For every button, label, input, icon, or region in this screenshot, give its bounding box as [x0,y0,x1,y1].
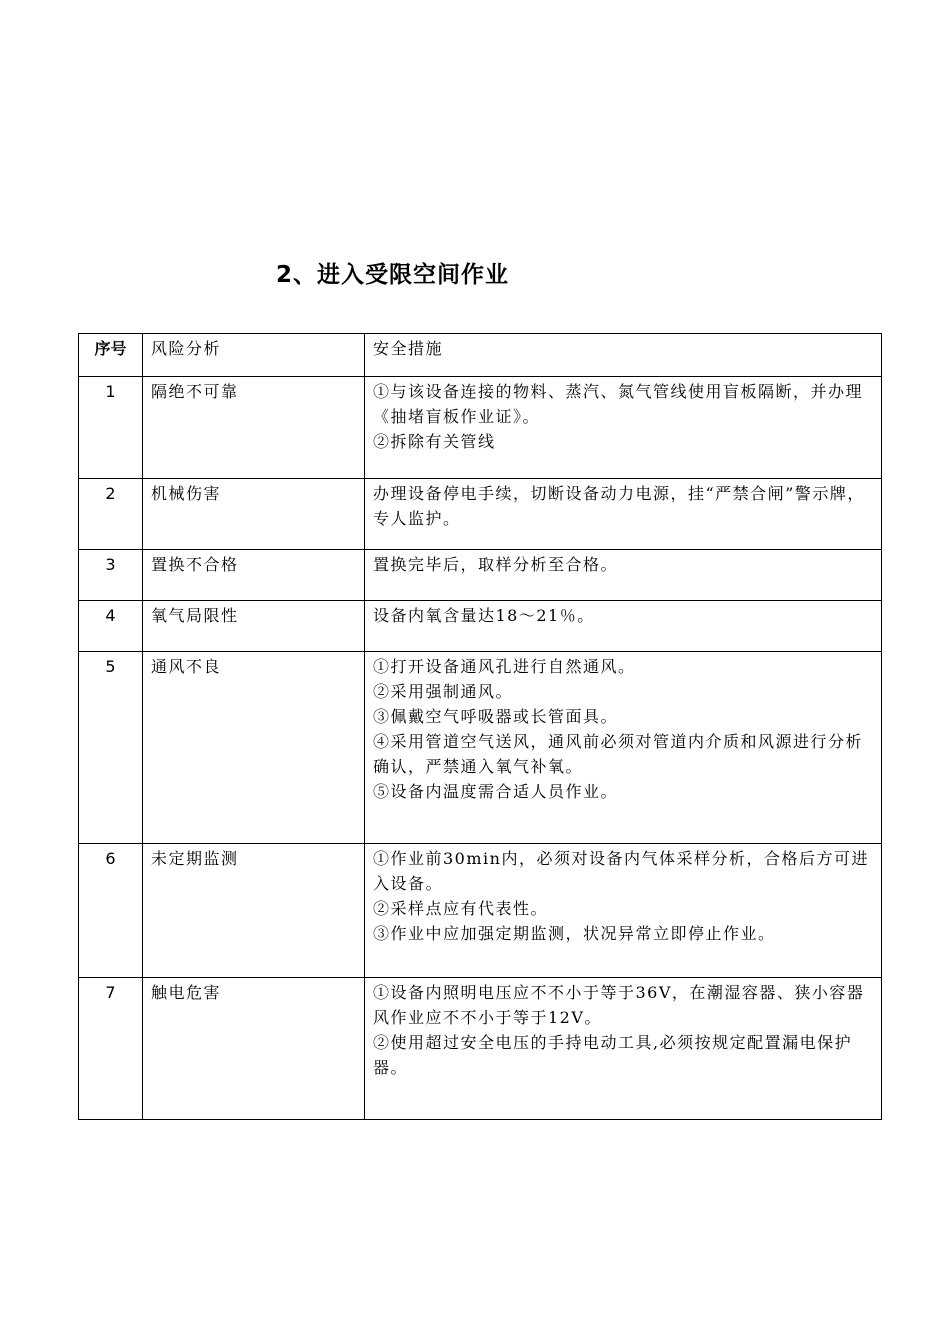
risk-table [78,333,882,1120]
table-header-row [79,334,882,377]
row-measures [365,652,882,844]
row-risk: 隔绝不可靠 [143,377,365,479]
measure-line: ④采用管道空气送风，通风前必须对管道内介质和风源进行分析确认，严禁通入氧气补氧。 [373,732,864,776]
measure-line: 设备内氧含量达18～21％。 [373,606,595,625]
row-risk: 氧气局限性 [143,601,365,652]
measure-line: ①打开设备通风孔进行自然通风。 [373,657,636,676]
row-measures [365,377,882,479]
row-risk: 置换不合格 [143,550,365,601]
measure-line: ⑤设备内温度需合适人员作业。 [373,782,619,801]
measure-line: 置换完毕后，取样分析至合格。 [373,555,619,574]
measure-line: ②采样点应有代表性。 [373,899,549,918]
row-num: 1 [79,377,143,479]
table-row [79,377,882,479]
measure-line: ①设备内照明电压应不不小于等于36V，在潮湿容器、狭小容器风作业应不不小于等于12V。 [373,983,865,1027]
row-risk: 机械伤害 [143,479,365,550]
measure-line: ②使用超过安全电压的手持电动工具,必须按规定配置漏电保护器。 [373,1033,853,1077]
measure-line: 办理设备停电手续，切断设备动力电源，挂“严禁合闸”警示牌，专人监护。 [373,484,865,528]
measure-line: ②拆除有关管线 [373,432,496,451]
header-num: 序号 [79,334,143,377]
row-risk: 触电危害 [143,978,365,1120]
row-num: 7 [79,978,143,1120]
measure-line: ②采用强制通风。 [373,682,514,701]
row-risk: 通风不良 [143,652,365,844]
table-row [79,601,882,652]
measure-line: ①作业前30min内，必须对设备内气体采样分析，合格后方可进入设备。 [373,849,869,893]
measure-line: ③作业中应加强定期监测，状况异常立即停止作业。 [373,924,776,943]
measure-line: ③佩戴空气呼吸器或长管面具。 [373,707,619,726]
table-row [79,550,882,601]
row-num: 6 [79,844,143,978]
table-row [79,978,882,1120]
row-measures [365,601,882,652]
row-measures [365,978,882,1120]
header-risk: 风险分析 [143,334,365,377]
row-num: 5 [79,652,143,844]
row-risk: 未定期监测 [143,844,365,978]
header-measure: 安全措施 [365,334,882,377]
page-title: 2、进入受限空间作业 [276,262,510,288]
table-row [79,844,882,978]
row-measures [365,550,882,601]
measure-line: ①与该设备连接的物料、蒸汽、氮气管线使用盲板隔断，并办理《抽堵盲板作业证》。 [373,382,864,426]
row-num: 2 [79,479,143,550]
table-row [79,652,882,844]
table-row [79,479,882,550]
row-measures [365,844,882,978]
row-num: 3 [79,550,143,601]
row-measures [365,479,882,550]
row-num: 4 [79,601,143,652]
